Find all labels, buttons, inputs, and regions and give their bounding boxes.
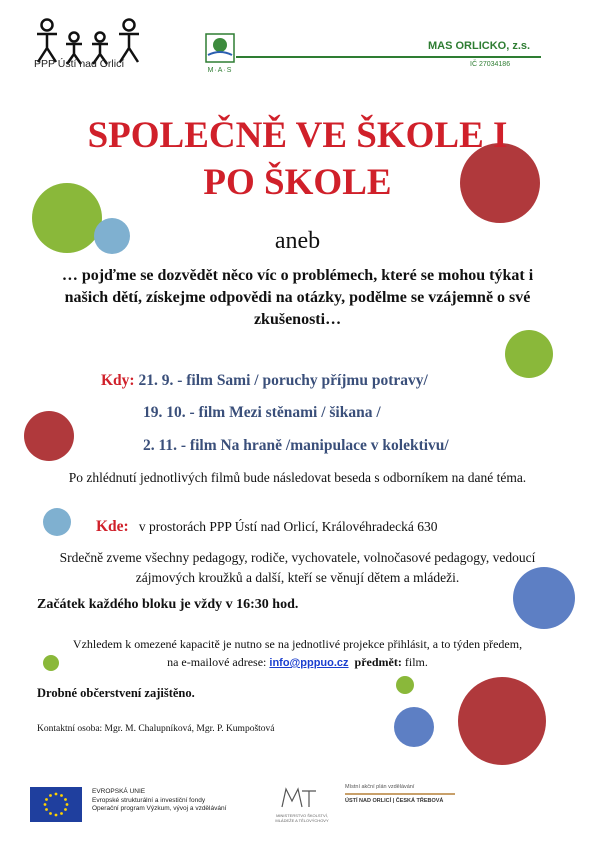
decor-circle-green-right (505, 330, 553, 378)
registration-line-1: Vzhledem k omezené kapacitě je nutno se na jednotlivé projekce přihlásit, a to týden předem, (72, 637, 523, 651)
contact-text: Kontaktní osoba: Mgr. M. Chalupníková, Mgr. P. Kumpoštová (37, 724, 275, 734)
registration-prefix: na e-mailové adrese: (167, 655, 270, 669)
invite-text: Srdečně zveme všechny pedagogy, rodiče, vychovatele, volnočasové pedagogy, vedoucí zájmových kroužků a další, kteří se věnují dětem a mládeži. (59, 550, 536, 585)
map-divider (345, 793, 455, 795)
title-line-1: SPOLEČNĚ VE ŠKOLE I (87, 115, 508, 156)
eu-line-1: EVROPSKÁ UNIE (92, 788, 146, 795)
eu-flag-icon (30, 787, 82, 822)
decor-circle-lightblue-small (43, 508, 71, 536)
mas-name: MAS ORLICKO, z.s. (428, 40, 531, 52)
subject-label: předmět: (354, 655, 402, 669)
decor-circle-blue-small (394, 707, 434, 747)
event-1-text: 21. 9. - film Sami / poruchy příjmu potravy/ (138, 372, 428, 389)
mas-logo (202, 33, 238, 75)
start-time-text: Začátek každého bloku je vždy v 16:30 hod. (37, 597, 299, 612)
decor-circle-green-tiny (396, 676, 414, 694)
title-line-2: PO ŠKOLE (203, 162, 392, 203)
eu-text-block (92, 788, 226, 814)
eu-line-2: Evropské strukturální a investiční fondy (92, 796, 206, 804)
decor-circle-red-bottom (458, 677, 546, 765)
page-title (0, 112, 595, 206)
event-3-text: 2. 11. - film Na hraně /manipulace v kolektivu/ (143, 437, 449, 454)
registration-line-2 (30, 653, 565, 672)
eu-line-3: Operační program Výzkum, vývoj a vzdělávání (92, 805, 227, 812)
msmt-line-2: MLÁDEŽE A TĚLOVÝCHOVY (275, 818, 329, 823)
mas-divider-line (236, 56, 541, 58)
ppp-name: PPP Ústí nad Orlicí (34, 58, 125, 70)
when-label: Kdy: (101, 372, 135, 389)
where-text: v prostorách PPP Ústí nad Orlicí, Královéhradecká 630 (138, 519, 438, 534)
aneb-text: aneb (274, 228, 321, 254)
registration-text (30, 635, 565, 672)
where-line (96, 518, 438, 536)
subject-text: film. (401, 655, 428, 669)
mas-ic: IČ 27034186 (470, 61, 511, 68)
map-logo (345, 784, 455, 804)
map-title: Místní akční plán vzdělávání (345, 784, 415, 790)
msmt-line-1: MINISTERSTVO ŠKOLSTVÍ, (276, 813, 328, 818)
decor-circle-red-left (24, 411, 74, 461)
event-1 (101, 372, 428, 390)
map-subtitle: ÚSTÍ NAD ORLICÍ | ČESKÁ TŘEBOVÁ (345, 798, 444, 804)
email-link[interactable]: info@pppuo.cz (269, 657, 349, 669)
follow-up-text: Po zhlédnutí jednotlivých filmů bude následovat beseda s odborníkem na dané téma. (68, 470, 527, 485)
event-2-text: 19. 10. - film Mezi stěnami / šikana / (143, 404, 381, 421)
mas-emblem-icon (202, 33, 238, 63)
event-2 (143, 404, 381, 422)
event-3 (143, 437, 449, 455)
msmt-logo (272, 785, 332, 825)
snack-text: Drobné občerstvení zajištěno. (37, 686, 195, 700)
intro-paragraph: … pojďme se dozvědět něco víc o problémech, které se mohou týkat i našich dětí, získejme odpovědi na otázky, podělme se vzájemně o své zkušenosti… (61, 267, 534, 328)
where-label: Kde: (96, 518, 129, 535)
mas-logo-text: M·A·S (207, 67, 233, 74)
msmt-emblem-icon (272, 785, 332, 809)
